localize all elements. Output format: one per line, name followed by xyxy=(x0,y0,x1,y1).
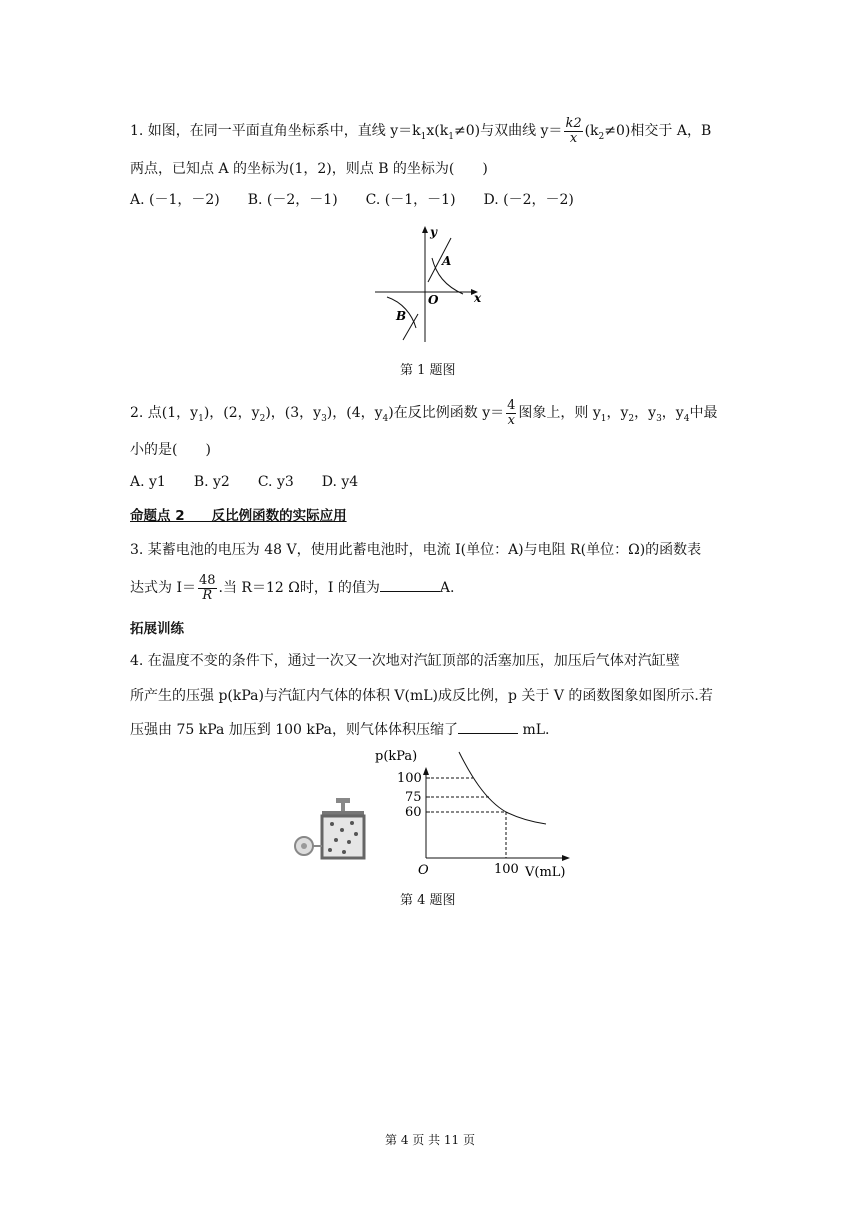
q3-line2: 达式为 I＝ $\frac{48}{R}$ .当 R＝12 Ω时，I 的值为 A. xyxy=(130,573,455,603)
q3-answer-blank xyxy=(380,579,440,592)
ext-title: 拓展训练 xyxy=(130,621,184,637)
q1-options: A. (－1，－2) B. (－2，－1) C. (－1，－1) D. (－2，－2) xyxy=(130,192,574,208)
q1-graph xyxy=(370,222,490,347)
q1-caption: 第 1 题图 xyxy=(400,363,456,378)
q4-x-label: V(mL) xyxy=(525,865,566,880)
page-footer: 第 4 页 共 11 页 xyxy=(385,1133,475,1147)
q1-fraction: $\frac{k2}{x}$ xyxy=(565,116,582,146)
q1-y-label: y xyxy=(430,225,437,239)
q2-line2: 小的是( ) xyxy=(130,442,211,458)
q4-x-tick-100: 100 xyxy=(494,862,519,877)
q2-line1: 2. 点(1，$y_1$)，(2，$y_2$)，(3，$y_3$)，(4，$y_4$)在反比例函数 y＝ $\frac{4}{x}$ 图象上，则 $y_1$，$y_2$，$y_3$，$y_4$中最 xyxy=(130,398,718,428)
q4-graph xyxy=(360,744,580,882)
q2-fraction: $\frac{4}{x}$ xyxy=(507,398,516,428)
q4-line2: 所产生的压强 p(kPa)与汽缸内气体的体积 V(mL)成反比例，p 关于 V 的函数图象如图所示.若 xyxy=(130,688,713,704)
q3-fraction: $\frac{48}{R}$ xyxy=(198,573,216,603)
q4-y-label: p(kPa) xyxy=(375,749,418,764)
q1-origin: O xyxy=(428,293,439,307)
q4-line3: 压强由 75 kPa 加压到 100 kPa，则气体体积压缩了 mL. xyxy=(130,722,550,738)
q1-x-label: x xyxy=(474,291,482,305)
q4-tick-75: 75 xyxy=(405,790,422,805)
q4-caption: 第 4 题图 xyxy=(400,893,456,908)
q4-tick-100: 100 xyxy=(397,771,422,786)
q1-line1: 1. 如图，在同一平面直角坐标系中，直线 $y=k_1x(k_1\ne 0)$与双曲线 y＝ $\frac{k2}{x}$ $(k_2\ne 0)$相交于 A，B xyxy=(130,116,712,146)
q1-point-b: B xyxy=(396,309,407,323)
q4-answer-blank xyxy=(458,721,518,734)
q2-options: A. y1 B. y2 C. y3 D. y4 xyxy=(130,474,359,490)
section-title: 命题点 2 反比例函数的实际应用 xyxy=(130,508,347,524)
q4-line1: 4. 在温度不变的条件下，通过一次又一次地对汽缸顶部的活塞加压，加压后气体对汽缸壁 xyxy=(130,653,680,669)
q4-origin: O xyxy=(418,863,429,878)
q3-line1: 3. 某蓄电池的电压为 48 V，使用此蓄电池时，电流 I(单位：A)与电阻 R(单位：Ω)的函数表 xyxy=(130,542,702,558)
q4-tick-60: 60 xyxy=(405,805,422,820)
q1-line2: 两点，已知点 A 的坐标为(1，2)，则点 B 的坐标为( ) xyxy=(130,161,488,177)
q1-point-a: A xyxy=(442,254,452,268)
